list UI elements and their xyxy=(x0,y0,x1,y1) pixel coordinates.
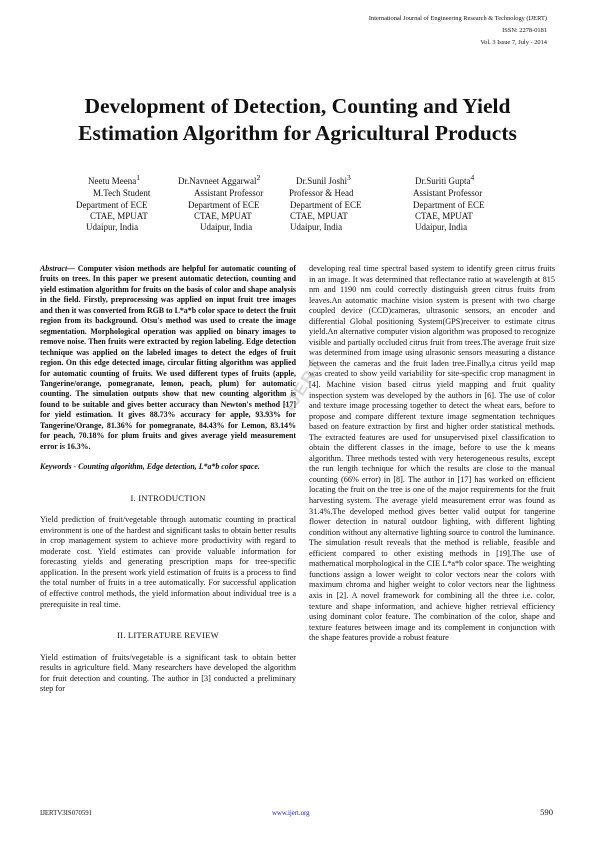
author-role: Assistant Professor xyxy=(413,188,483,199)
author-dept: Department of ECE xyxy=(413,199,485,210)
paper-title: Development of Detection, Counting and Yield Estimation Algorithm for Agricultural Products xyxy=(78,94,517,145)
author-name: Dr.Sunil Joshi$^3$ xyxy=(296,173,351,186)
journal-name: International Journal of Engineering Research & Technology (IJERT) xyxy=(368,15,547,22)
author-name: Neetu Meena$^1$ xyxy=(88,173,140,186)
author-city: Udaipur, India xyxy=(86,222,139,233)
journal-issn: ISSN: 2278-0181 xyxy=(502,27,547,34)
author-block-1 xyxy=(76,172,151,233)
author-block-2 xyxy=(178,172,263,233)
section-heading-literature-review: II. LITERATURE REVIEW xyxy=(117,630,219,641)
author-name: Dr.Navneet Aggarwal$^2$ xyxy=(178,173,261,186)
author-block-3 xyxy=(289,172,362,233)
author-city: Udaipur, India xyxy=(200,222,253,233)
right-column xyxy=(309,264,555,644)
author-inst: CTAE, MPUAT xyxy=(194,210,252,221)
author-city: Udaipur, India xyxy=(415,222,468,233)
author-inst: CTAE, MPUAT xyxy=(90,210,148,221)
journal-volume: Vol. 3 Issue 7, July - 2014 xyxy=(480,39,547,46)
author-block-4 xyxy=(415,172,484,233)
author-dept: Department of ECE xyxy=(188,199,260,210)
literature-review-continued: developing real time spectral based system to identify green citrus fruits in an image. It was determined that reflectance ratio at wavelength at 815 nm and 1190 nm could correctly distinguish green citrus fruits from leaves.An automatic machine vision system is present with two charge coupled device (CCD)cameras, ultrasonic sensors, an encoder and differential Global positioning System(GPS)receiver to estimate citrus yield.An alternative computer vision algorithm was proposed to recognize visible and partially occluded citrus fruit from trees.The average fruit size was determined from image using ulrasonic sensors measuring a distance between the cameras and the fruit laden tree.Finally,a citrus yeild map was created to show yeild variability for site-specific crop managment in [4]. Machine vision based citrus yield mapping and fruit quality inspection system was developed by the authors in [6]. The use of color and texture image processing together to detect the wheat ears, before to propose and compare different texture image segmentation techniques based on feature extraction by first and higher order statistical methods. The extracted features are used for unsupervised pixel classification to obtain the different classes in the image, before to use the k means algorithm. Three methods tested with very heterogeneous results, except the run length technique for which the results are close to the manual counting (66% error) in [8]. The author in [17] has worked on efficient locating the fruit on the tree is one of the major requirements for the fruit harvesting system. The average yield measurement error was found as 31.4%.The developed method gives better valid output for tangerine flower detection in natural outdoor lighting, with different lighting condition without any alternative lighting source to control the luminance. The simulation result reveals that the method is reliable, feasible and efficient compared to other existing methods in [19].The use of mathematical morphological in the CIE L*a*b color space. The weighting functions assign a lower weight to color vectors near the colors with maximum chroma and higher weight to color vectors near the lightness axis in [2]. A novel framework for combining all the three i.e. color, texture and shape information, and achieve higher retrieval efficiency using dominant color feature. The combination of the color, shape and texture features between image and its complement in conjunction with the shape features provide a robust feature xyxy=(309,264,555,643)
abstract-text: Computer vision methods are helpful for automatic counting of fruits on trees. In this paper we present automatic detection, counting and yield estimation algorithm for fruits on the basis of color and shape analysis in the field. Firstly, preprocessing was applied on input fruit tree images and then it was converted from RGB to L*a*b color space to detect the fruit region from its background. Otsu's method was used to create the image segmentation. Morphological operation was applied on binary images to remove noise. Then fruits were extracted by region labeling. Edge detection technique was applied on the labeled images to detect the edges of fruit region. On this edge detected image, circular fitting algorithm was applied for automatic counting of fruits. We used different types of fruits (apple, Tangerine/orange, pomegranate, lemon, peach, plum) for automatic counting. The simulation outputs show that new counting algorithm is found to be suitable and gives better accuracy than Newton's method [17] for yield estimation. It gives 88.73% accuracy for apple, 93.93% for Tangerine/Orange, 81.36% for pomegranate, 84.43% for Lemon, 83.14% for peach, 70.18% for plum fruits and gives average yield measurement error is 16.3%. xyxy=(40,264,296,451)
left-column xyxy=(40,264,296,695)
page-number: 590 xyxy=(540,807,553,817)
author-dept: Department of ECE xyxy=(290,199,362,210)
author-role: Assistant Professor xyxy=(194,188,264,199)
section-heading-introduction: I. INTRODUCTION xyxy=(130,492,206,503)
author-city: Udaipur, India xyxy=(290,222,343,233)
author-role: Professor & Head xyxy=(289,188,354,199)
footer-url-link[interactable]: www.ijert.org xyxy=(272,810,310,817)
introduction-text: Yield prediction of fruit/vegetable through automatic counting in practical environment is one of the hardest and significant tasks to obtain better results in crop management system to achieve more productivity with regard to moderate cost. Yield estimates can provide valuable information for forecasting yields and generating prescription maps for tree-specific application. In the present work yield estimation of fruits is a process to find the total number of fruits in a tree automatically. For successful application of effective control methods, the yield information about individual tree is a prerequisite in real time. xyxy=(40,515,296,609)
ijert-watermark: IJERT xyxy=(280,355,328,415)
author-dept: Department of ECE xyxy=(76,199,148,210)
author-inst: CTAE, MPUAT xyxy=(415,210,473,221)
footer-paper-id: IJERTV3IS070591 xyxy=(40,810,93,817)
journal-header xyxy=(369,13,547,49)
author-name: Dr.Suriti Gupta$^4$ xyxy=(415,173,475,186)
author-inst: CTAE, MPUAT xyxy=(290,210,348,221)
author-role: M.Tech Student xyxy=(93,188,151,199)
abstract xyxy=(40,264,296,452)
abstract-lead: Abstract— xyxy=(40,264,76,273)
literature-review-text: Yield estimation of fruits/vegetable is a significant task to obtain better results in agriculture field. Many researchers have developed the algorithm for fruit detection and counting. The author in [3] conducted a preliminary step for xyxy=(40,652,296,694)
keywords: Keywords - Counting algorithm, Edge detection, L*a*b color space. xyxy=(40,462,260,472)
